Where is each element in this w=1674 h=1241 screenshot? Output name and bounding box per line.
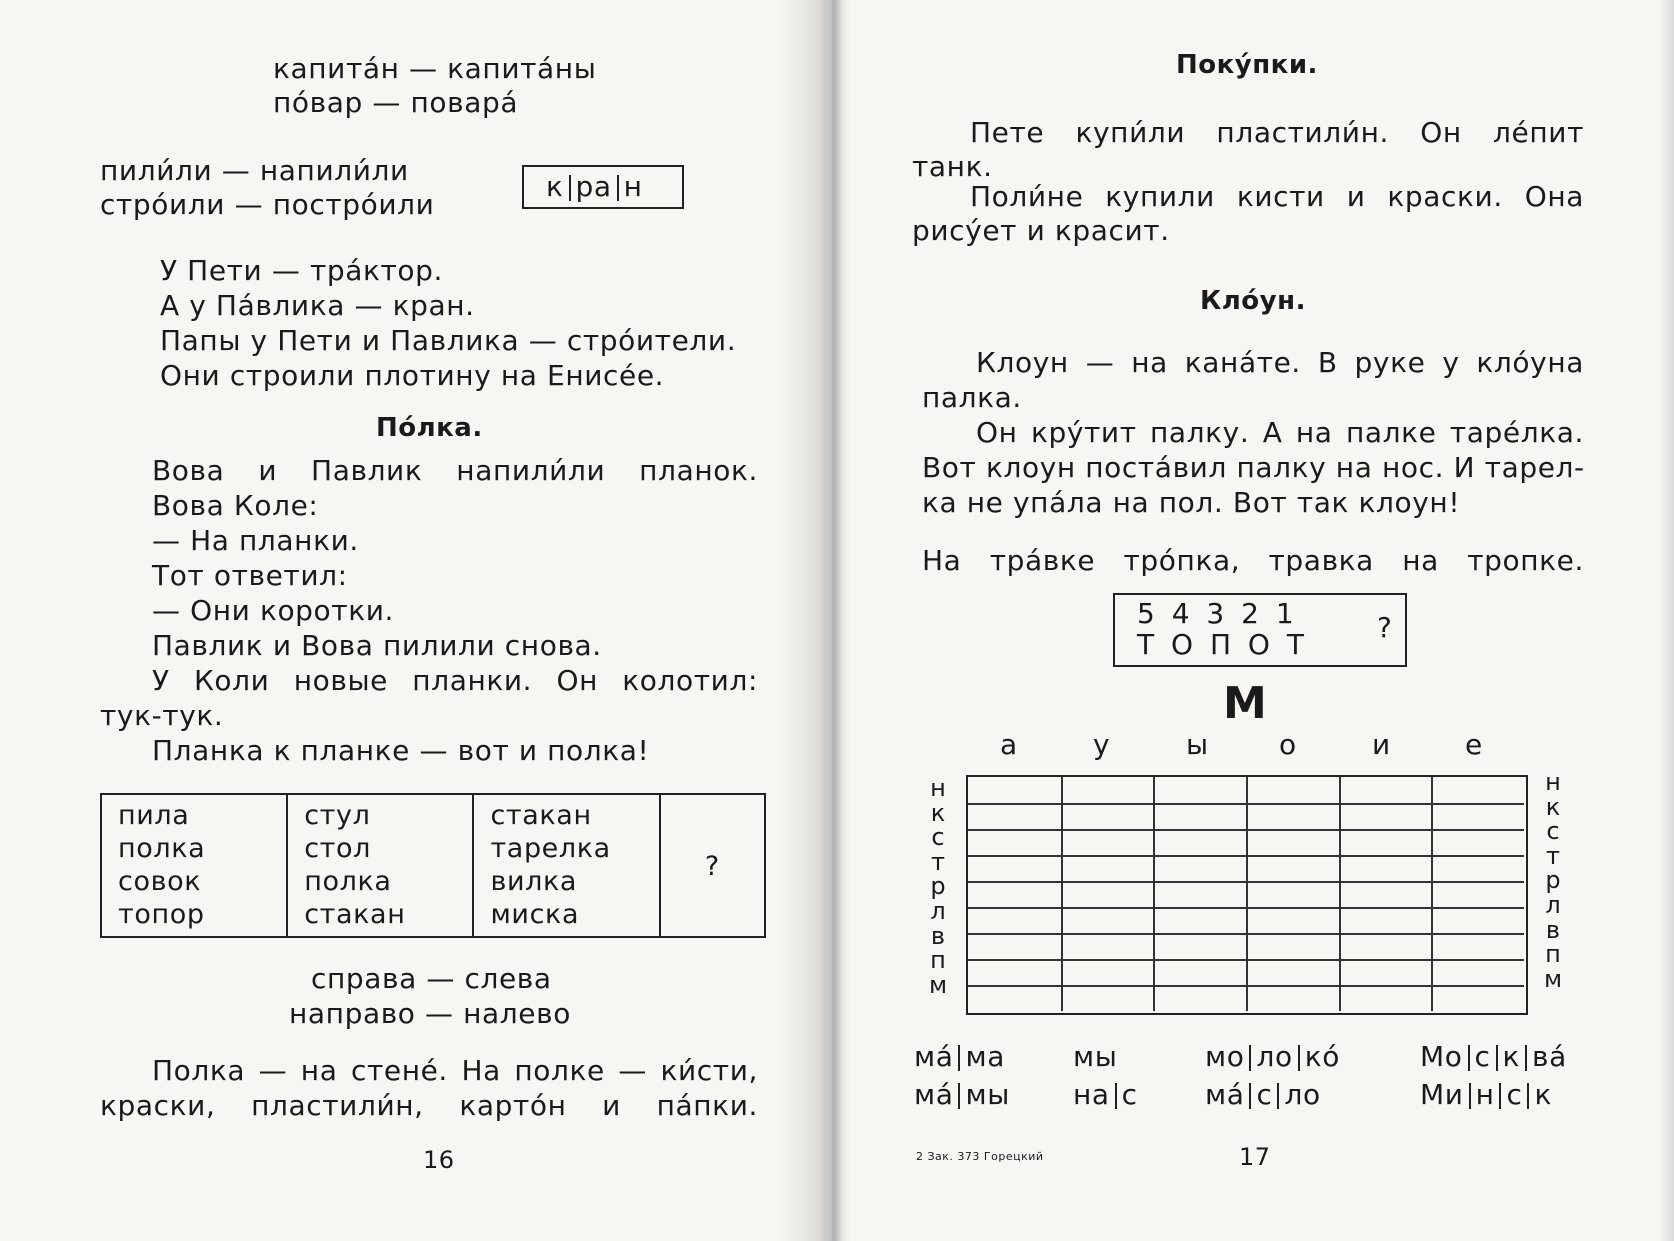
consonant-label: м [928,970,948,999]
consonant-label: в [930,921,946,950]
kloun-title: Клóун. [1200,286,1306,316]
direction-line: справа — слева [311,962,552,995]
vowel-label: у [1093,728,1111,761]
syllable: н [623,170,643,203]
syllable-divider [1527,1083,1529,1109]
syllable: ло [1284,1078,1321,1111]
table-cell: полка [118,833,206,864]
polka-line: — Они коротки. [152,594,395,627]
syllable: с [1121,1078,1138,1111]
syllable: с [1256,1078,1273,1111]
syllable-divider [1499,1083,1501,1109]
syllable: с [1506,1078,1523,1111]
consonant-label: с [1546,817,1560,846]
syllable-divider [958,1083,960,1109]
consonant-label: к [1545,792,1561,821]
kloun-line: Он крýтит палку. А на палке тарéлка. [976,416,1584,449]
consonant-label: к [930,798,946,827]
consonant-label: л [1545,890,1561,919]
consonant-label: н [930,774,946,802]
kloun-line: Клоун — на канáте. В руке у клóуна [976,346,1584,379]
polka-title: Пóлка. [376,413,483,443]
kloun-line: палка. [922,381,1022,414]
table-cell: миска [490,899,580,930]
polka-line: Павлик и Вова пилили снова. [152,629,602,662]
polka-line: У Коли новые планки. Он колотил: [152,664,758,697]
table-cell: пила [118,800,190,831]
table-cell: совок [118,866,202,897]
consonant-label: м [1543,964,1563,993]
grid-column-line [1246,777,1248,1011]
kran-syllable-box [522,165,684,209]
puzzle-numbers: 5 4 3 2 1 [1137,597,1298,630]
table-cell: вилка [490,866,578,897]
syllable: к [546,170,564,203]
table-cell: тарелка [490,833,611,864]
syllable-divider [1298,1045,1300,1071]
closing-line: краски, пластили́н, картóн и пáпки. [100,1089,758,1122]
tongue-twister: На трáвке трóпка, травка на тропке. [922,544,1584,577]
pokupki-line: танк. [912,150,993,183]
polka-line: — На планки. [152,524,359,557]
syllable: ра [575,170,612,203]
puzzle-question: ? [1377,611,1393,644]
syllable: вá [1532,1040,1567,1073]
polka-line: Тот ответил: [152,559,348,592]
word-pair-stroili: стрóили — пострóили [100,188,435,221]
consonants-left [926,776,950,997]
kran-syllables [546,170,643,203]
polka-line: Вова и Павлик напили́ли планок. [152,454,758,487]
page-edge-shadow [1660,0,1674,1241]
direction-line: направо — налево [289,997,571,1030]
story-line: У Пети — трáктор. [160,254,444,287]
question-mark: ? [704,851,720,882]
grid-column-line [1431,777,1433,1011]
consonant-label: р [930,872,946,901]
consonant-label: т [931,847,945,876]
consonant-label: н [1545,768,1561,796]
kloun-line: Вот клоун постáвил палку на нос. И тарел- [922,451,1585,484]
table-cell: стол [304,833,371,864]
vowel-label: ы [1186,728,1209,761]
table-cell: полка [304,866,392,897]
polka-line: тук-тук. [100,699,224,732]
syllable-word [1073,1040,1117,1073]
syllable: Мо [1420,1040,1463,1073]
pokupki-line: рисýет и красит. [912,214,1170,247]
syllable-word [1420,1078,1552,1111]
story-line: Папы у Пети и Павлика — стрóители. [160,324,737,357]
page-number-right: 17 [1239,1143,1271,1171]
book-gutter [780,0,850,1241]
topot-puzzle-box [1113,593,1407,667]
consonants-right [1541,770,1565,991]
syllable-word [1420,1040,1567,1073]
pokupki-line: Поли́не купили кисти и краски. Она [970,180,1584,213]
syllable: на [1073,1078,1110,1111]
word-pair-povar: пóвар — поварá [273,86,519,119]
vowel-label: е [1465,728,1483,761]
polka-line: Вова Коле: [152,489,319,522]
word-pair-kapitan: капитáн — капитáны [273,52,597,85]
vowel-label: о [1279,728,1297,761]
grid-column-line [1339,777,1341,1011]
syllable: Ми [1420,1078,1464,1111]
pokupki-title: Покýпки. [1176,50,1318,80]
syllable: н [1475,1078,1495,1111]
syllable: мá [914,1078,954,1111]
closing-line: Полка — на стенé. На полке — ки́сти, [152,1054,758,1087]
syllable: кó [1304,1040,1340,1073]
syllable-word [914,1078,1010,1111]
table-cell: стул [304,800,371,831]
odd-one-out-table [100,793,766,938]
table-column [101,794,287,937]
table-question-cell [660,794,765,937]
syllable: мы [1073,1040,1118,1073]
syllable-divider [1115,1083,1117,1109]
syllable-divider [1525,1045,1527,1071]
table-cell: топор [118,899,205,930]
puzzle-word: Т О П О Т [1137,628,1308,661]
consonant-label: п [930,946,946,975]
page-number-left: 16 [423,1146,455,1174]
story-line: А у Пáвлика — кран. [160,289,475,322]
syllable-divider [1249,1083,1251,1109]
syllable: ло [1256,1040,1293,1073]
syllable-word [1205,1078,1321,1111]
syllable: к [1502,1040,1521,1073]
consonant-label: т [1546,841,1560,870]
table-cell: стакан [490,800,592,831]
vowel-label: и [1372,728,1391,761]
consonant-label: в [1545,915,1561,944]
syllable-word [914,1040,1005,1073]
syllable: с [1474,1040,1491,1073]
word-pair-pilili: пили́ли — напили́ли [100,154,409,187]
story-line: Они строили плотину на Енисéе. [160,359,665,392]
consonant-label: р [1545,866,1561,895]
syllable: мо [1205,1040,1245,1073]
syllable-divider [617,175,619,201]
syllable-divider [1469,1083,1471,1109]
grid-column-line [1153,777,1155,1011]
table-cell: стакан [304,899,406,930]
syllable-divider [1277,1083,1279,1109]
syllable-divider [958,1045,960,1071]
syllable: к [1534,1078,1552,1111]
syllable-word [1073,1078,1138,1111]
syllable: ма [965,1040,1005,1073]
pokupki-line: Пете купи́ли пластили́н. Он лéпит [970,116,1584,149]
syllable-divider [1496,1045,1498,1071]
syllable: мá [914,1040,954,1073]
polka-line: Планка к планке — вот и полка! [152,734,650,767]
syllable-divider [569,175,571,201]
syllable-word [1205,1040,1340,1073]
table-column [473,794,659,937]
consonant-label: л [930,896,946,925]
kloun-line: ка не упáла на пол. Вот так клоун! [922,486,1461,519]
table-column [287,794,473,937]
imprint-note: 2 Зак. 373 Горецкий [916,1150,1044,1163]
grid-column-line [1061,777,1063,1011]
syllable-divider [1249,1045,1251,1071]
grid-letter: М [1223,678,1267,729]
vowel-label: а [1000,728,1018,761]
consonant-label: п [1545,940,1561,969]
consonant-label: с [931,823,945,852]
syllable-divider [1468,1045,1470,1071]
syllable: мы [965,1078,1010,1111]
syllable: мá [1205,1078,1245,1111]
